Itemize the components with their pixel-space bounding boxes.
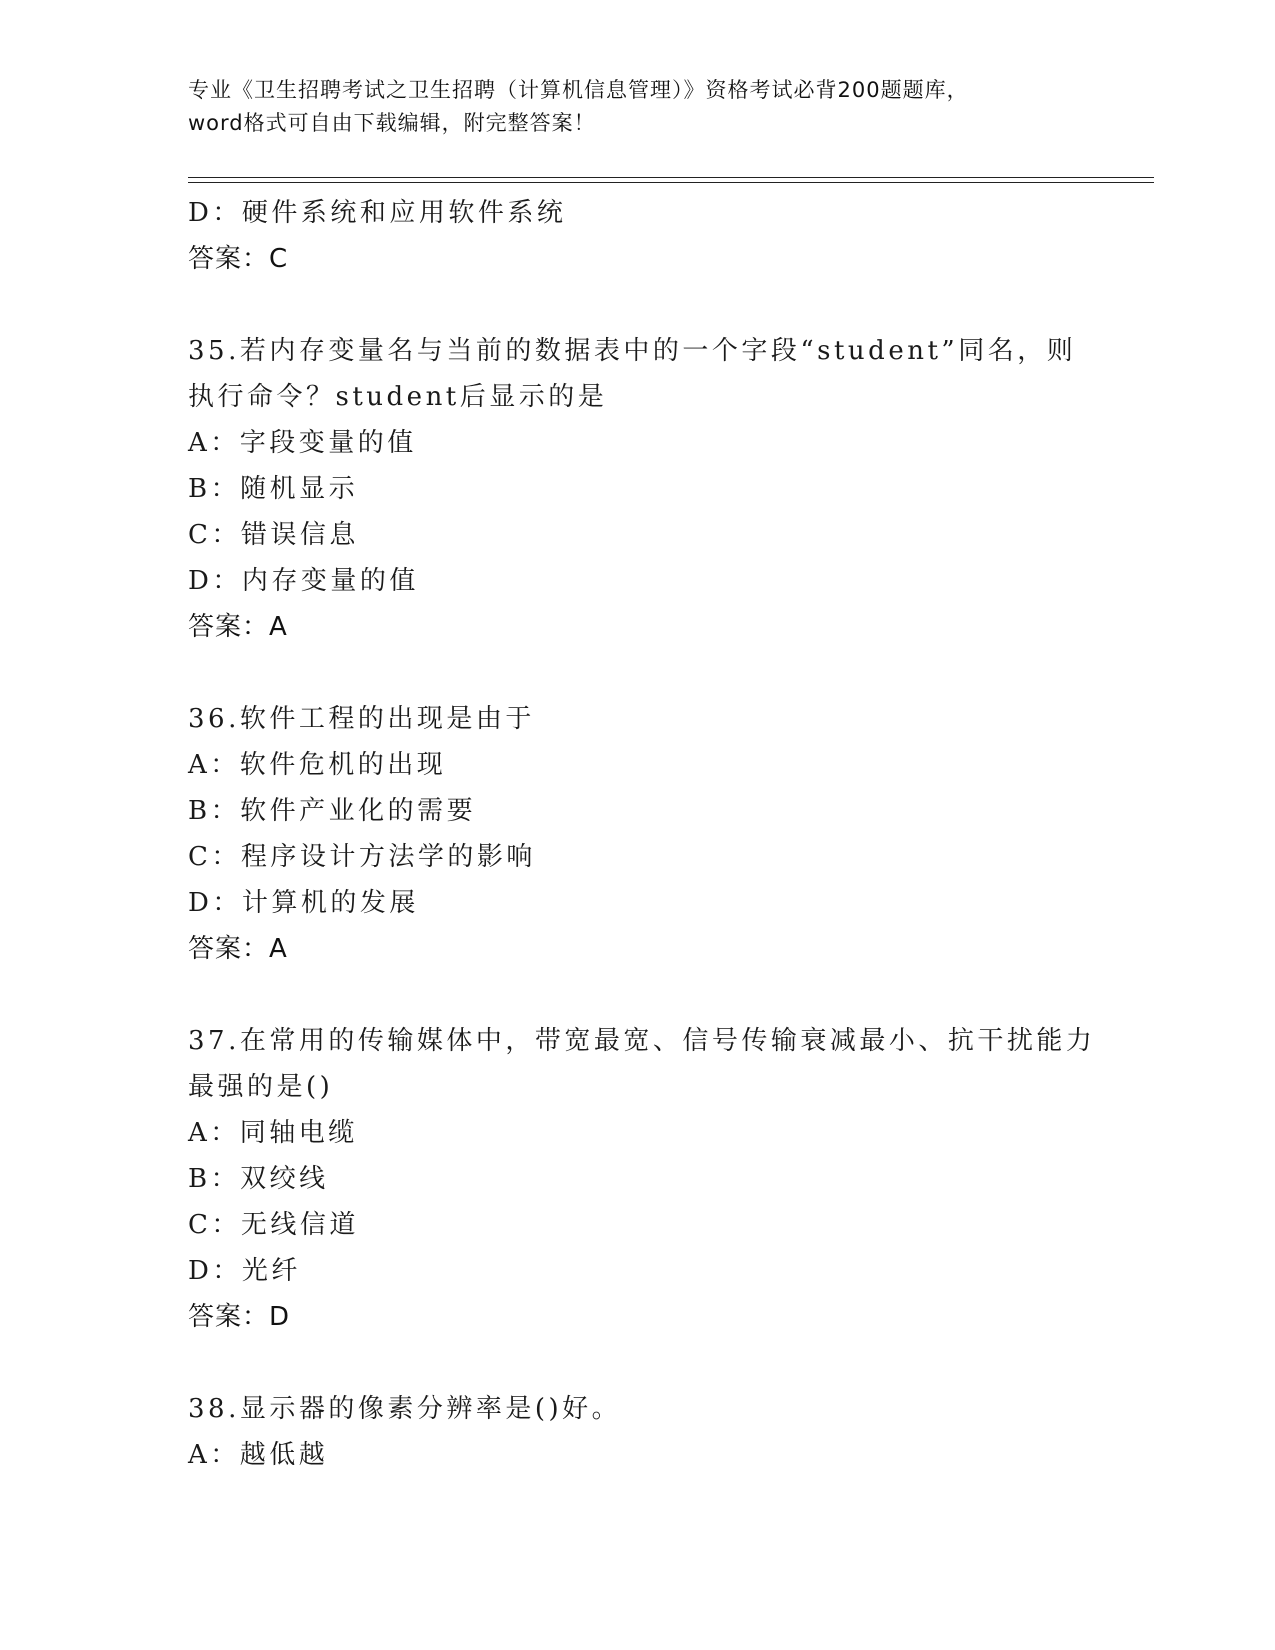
question-stem-line-1: 37.在常用的传输媒体中，带宽最宽、信号传输衰减最小、抗干扰能力 bbox=[188, 1026, 1096, 1056]
option-d: D：光纤 bbox=[188, 1256, 301, 1286]
question-35 bbox=[188, 328, 1088, 650]
spacer bbox=[188, 972, 1088, 1018]
option-c: C：程序设计方法学的影响 bbox=[188, 842, 536, 872]
question-list bbox=[188, 190, 1096, 1478]
header-divider-bottom bbox=[188, 182, 1154, 183]
spacer bbox=[188, 282, 1088, 328]
answer-line: 答案：C bbox=[188, 244, 289, 274]
header-title-line-1: 专业《卫生招聘考试之卫生招聘（计算机信息管理）》资格考试必背200题题库， bbox=[188, 78, 969, 102]
option-a: A：字段变量的值 bbox=[188, 428, 417, 458]
question-37 bbox=[188, 1018, 1096, 1340]
option-c: C：无线信道 bbox=[188, 1210, 359, 1240]
option-a: A：越低越 bbox=[188, 1440, 329, 1470]
option-a: A：软件危机的出现 bbox=[188, 750, 447, 780]
spacer bbox=[188, 650, 1088, 696]
option-a: A：同轴电缆 bbox=[188, 1118, 358, 1148]
header-title-line-2: word格式可自由下载编辑，附完整答案！ bbox=[188, 111, 596, 135]
question-34-partial bbox=[188, 190, 1088, 282]
question-stem-line-2: 执行命令？student后显示的是 bbox=[188, 382, 608, 412]
document-header bbox=[188, 74, 1088, 140]
question-stem-line-1: 35.若内存变量名与当前的数据表中的一个字段“student”同名，则 bbox=[188, 336, 1077, 366]
question-36 bbox=[188, 696, 1088, 972]
answer-line: 答案：D bbox=[188, 1302, 291, 1332]
answer-line: 答案：A bbox=[188, 934, 288, 964]
spacer bbox=[188, 1340, 1088, 1386]
option-b: B：双绞线 bbox=[188, 1164, 329, 1194]
option-d: D：硬件系统和应用软件系统 bbox=[188, 198, 567, 228]
option-d: D：内存变量的值 bbox=[188, 566, 419, 596]
question-38 bbox=[188, 1386, 1088, 1478]
question-stem-line-1: 36.软件工程的出现是由于 bbox=[188, 704, 535, 734]
option-c: C：错误信息 bbox=[188, 520, 359, 550]
option-b: B：软件产业化的需要 bbox=[188, 796, 477, 826]
header-divider-top bbox=[188, 177, 1154, 178]
question-stem-line-2: 最强的是() bbox=[188, 1072, 334, 1102]
question-stem-line-1: 38.显示器的像素分辨率是()好。 bbox=[188, 1394, 622, 1424]
option-b: B：随机显示 bbox=[188, 474, 359, 504]
option-d: D：计算机的发展 bbox=[188, 888, 419, 918]
answer-line: 答案：A bbox=[188, 612, 288, 642]
